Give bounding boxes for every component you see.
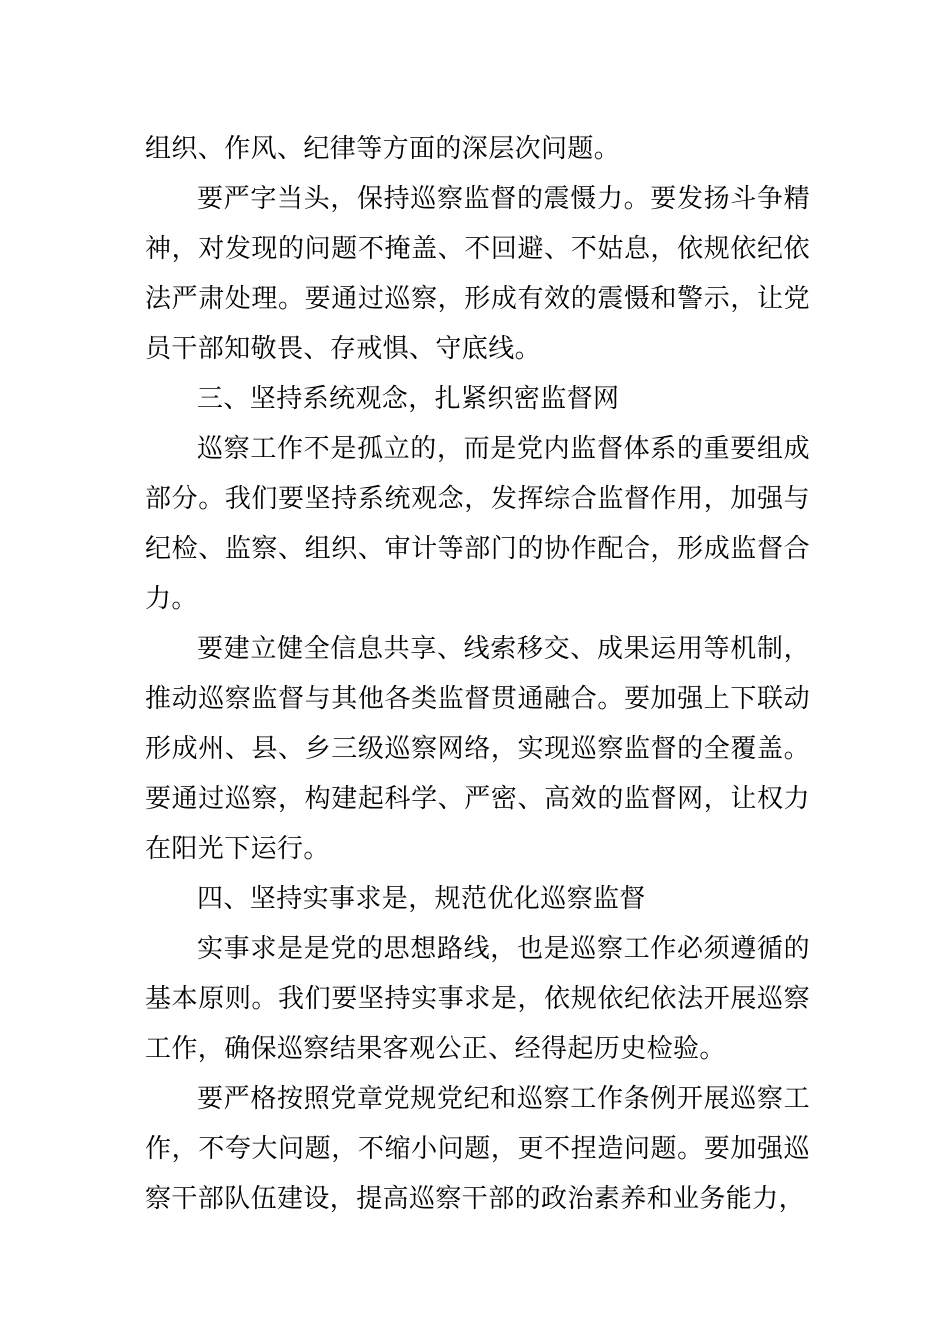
paragraph-continuation: 组织、作风、纪律等方面的深层次问题。: [145, 134, 621, 164]
section-heading-three: 三、坚持系统观念，扎紧织密监督网: [197, 384, 620, 414]
paragraph-strict-deterrence: 要严字当头，保持巡察监督的震慑力。要发扬斗争精神，对发现的问题不掩盖、不回避、不姑息，依规依纪依法严肃处理。要通过巡察，形成有效的震慑和警示，让党员干部知敬畏、存戒惧、守底线。: [145, 184, 810, 364]
paragraph-regulations: 要严格按照党章党规党纪和巡察工作条例开展巡察工作，不夸大问题，不缩小问题，更不捏造问题。要加强巡察干部队伍建设，提高巡察干部的政治素养和业务能力，: [145, 1084, 810, 1214]
document-body: [145, 124, 810, 1224]
section-heading-four: 四、坚持实事求是，规范优化巡察监督: [197, 884, 646, 914]
paragraph-mechanisms: 要建立健全信息共享、线索移交、成果运用等机制，推动巡察监督与其他各类监督贯通融合。要加强上下联动形成州、县、乡三级巡察网络，实现巡察监督的全覆盖。要通过巡察，构建起科学、严密、高效的监督网，让权力在阳光下运行。: [145, 634, 810, 864]
paragraph-supervision-system: 巡察工作不是孤立的，而是党内监督体系的重要组成部分。我们要坚持系统观念，发挥综合监督作用，加强与纪检、监察、组织、审计等部门的协作配合，形成监督合力。: [145, 434, 810, 614]
paragraph-seek-truth: 实事求是是党的思想路线，也是巡察工作必须遵循的基本原则。我们要坚持实事求是，依规依纪依法开展巡察工作，确保巡察结果客观公正、经得起历史检验。: [145, 934, 810, 1064]
